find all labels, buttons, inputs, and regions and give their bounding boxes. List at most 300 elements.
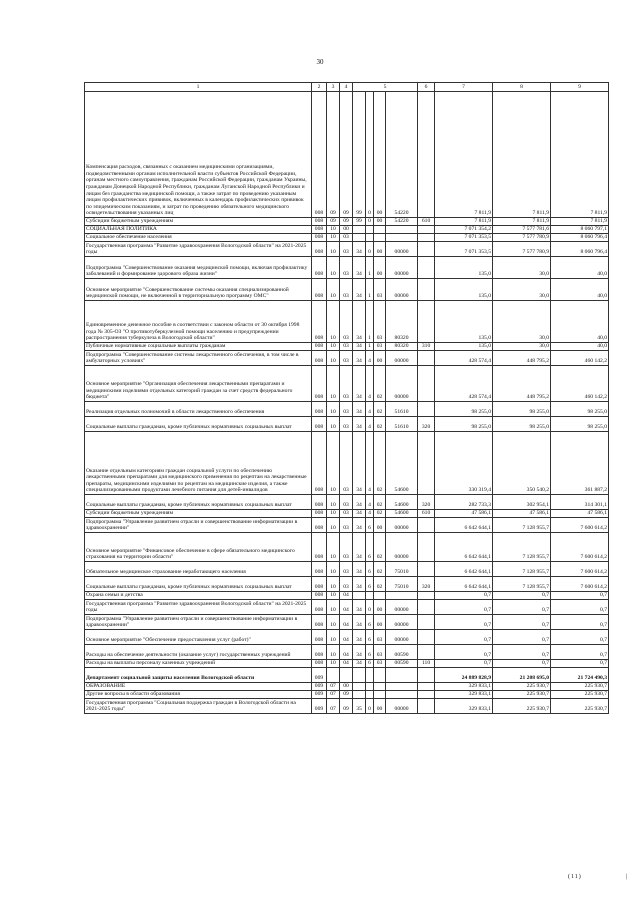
row-cs-subprogram: 6 [366,630,374,645]
row-amount-2: 225 930,7 [493,699,551,714]
row-amount-1: 7 071 354,2 [435,226,493,234]
row-amount-2: 30,0 [493,279,551,301]
row-cs-subprogram [366,234,374,242]
row-grbs: 008 [312,343,327,351]
row-cs-event [374,226,386,234]
row-amount-3: 47 586,1 [551,510,609,518]
row-name: Реализация отдельных полномочий в области лекарственного обеспечения [85,402,312,417]
row-amount-3: 225 930,7 [551,683,609,691]
row-cs-direction [386,592,418,600]
row-cs-program: 34 [353,645,366,660]
row-vr [418,402,435,417]
table-row [85,301,609,343]
row-pr: 03 [340,402,353,417]
table-row [85,510,609,518]
row-name: Основное мероприятие "Финансовое обеспечение в сфере обязательного медицинского страхования на территории области" [85,533,312,562]
row-amount-3: 7 600 614,2 [551,533,609,562]
row-cs-program: 34 [353,495,366,510]
row-rz: 10 [327,495,340,510]
row-amount-1: 0,7 [435,592,493,600]
row-grbs: 008 [312,242,327,257]
row-cs-event: 00 [374,257,386,279]
row-amount-1: 135,0 [435,301,493,343]
row-cs-subprogram: 4 [366,510,374,518]
row-pr: 09 [340,218,353,226]
row-amount-2: 7 577 780,9 [493,234,551,242]
row-grbs: 008 [312,234,327,242]
row-cs-subprogram [366,592,374,600]
row-amount-2: 7 577 781,6 [493,226,551,234]
header-col-8: 8 [493,83,551,92]
row-rz: 10 [327,577,340,592]
table-row [85,699,609,714]
row-cs-direction: 00000 [386,533,418,562]
row-name: Субсидии бюджетным учреждениям [85,218,312,226]
row-cs-program: 34 [353,417,366,432]
row-cs-subprogram: 6 [366,615,374,630]
row-cs-direction: 51610 [386,402,418,417]
row-rz: 10 [327,234,340,242]
row-cs-subprogram: 6 [366,577,374,592]
row-pr: 03 [340,366,353,402]
table-row [85,691,609,699]
row-cs-direction: 54220 [386,92,418,218]
row-cs-event [374,592,386,600]
row-rz: 10 [327,432,340,495]
table-row [85,615,609,630]
row-cs-direction: 80320 [386,301,418,343]
row-rz: 10 [327,402,340,417]
row-name: Другие вопросы в области образования [85,691,312,699]
row-grbs: 008 [312,218,327,226]
row-name: Государственная программа "Развитие здравоохранения Вологодской области" на 2021-2025 годы [85,242,312,257]
table-row [85,630,609,645]
row-rz: 09 [327,92,340,218]
row-cs-subprogram: 0 [366,600,374,615]
row-amount-2: 7 128 955,7 [493,562,551,577]
row-name: Подпрограмма "Управление развитием отрасли и совершенствование информатизации в здравоохранении" [85,615,312,630]
row-amount-3: 8 060 797,1 [551,226,609,234]
row-cs-direction [386,683,418,691]
row-cs-event: 00 [374,92,386,218]
row-cs-subprogram: 1 [366,257,374,279]
row-grbs: 008 [312,301,327,343]
row-amount-2: 448 795,2 [493,366,551,402]
row-amount-3: 460 142,2 [551,366,609,402]
row-rz: 10 [327,343,340,351]
row-amount-2: 350 540,2 [493,432,551,495]
row-rz: 09 [327,218,340,226]
row-amount-2: 0,7 [493,615,551,630]
row-amount-2: 0,7 [493,592,551,600]
row-amount-3: 7 600 614,2 [551,562,609,577]
row-vr: 320 [418,577,435,592]
row-vr [418,668,435,683]
row-pr: 09 [340,691,353,699]
row-amount-2: 7 128 955,7 [493,518,551,533]
row-name: Единовременное денежное пособие в соответствии с законом области от 30 октября 1998 года № 305-ОЗ "О противотуберкулезной помощи населению и предупреждении распространения туберкулеза в Вологодской области" [85,301,312,343]
row-pr: 09 [340,92,353,218]
row-cs-direction: 54600 [386,495,418,510]
row-cs-direction: 00000 [386,351,418,366]
row-cs-program: 34 [353,577,366,592]
row-vr [418,592,435,600]
row-vr: 610 [418,218,435,226]
row-grbs: 009 [312,699,327,714]
row-amount-1: 329 833,1 [435,691,493,699]
row-grbs: 008 [312,366,327,402]
row-cs-event: 03 [374,343,386,351]
row-amount-1: 428 574,4 [435,366,493,402]
row-cs-subprogram: 4 [366,417,374,432]
row-cs-subprogram: 4 [366,366,374,402]
row-cs-program: 34 [353,366,366,402]
row-vr [418,615,435,630]
row-grbs: 008 [312,432,327,495]
row-cs-program [353,691,366,699]
row-vr [418,645,435,660]
row-cs-program: 34 [353,301,366,343]
row-amount-1: 7 811,9 [435,92,493,218]
row-name: Подпрограмма "Управление развитием отрасли и совершенствование информатизации в здравоохранении" [85,518,312,533]
row-amount-1: 24 889 828,9 [435,668,493,683]
header-col-5: 5 [353,83,418,92]
row-rz: 10 [327,630,340,645]
row-amount-1: 98 255,0 [435,402,493,417]
row-cs-program: 34 [353,257,366,279]
row-name: Охрана семьи и детства [85,592,312,600]
row-cs-direction: 00000 [386,615,418,630]
row-amount-1: 6 642 644,1 [435,562,493,577]
row-cs-direction: 00000 [386,630,418,645]
row-grbs: 008 [312,533,327,562]
row-cs-subprogram: 4 [366,402,374,417]
row-amount-1: 0,7 [435,660,493,668]
row-amount-1: 0,7 [435,615,493,630]
row-rz: 10 [327,600,340,615]
row-amount-1: 0,7 [435,645,493,660]
row-cs-program [353,668,366,683]
row-amount-2: 0,7 [493,660,551,668]
row-amount-1: 7 811,9 [435,218,493,226]
row-name: Обязательное медицинское страхование неработающего населения [85,562,312,577]
row-amount-2: 98 255,0 [493,417,551,432]
row-name: Социальное обеспечение населения [85,234,312,242]
row-amount-3: 460 142,2 [551,351,609,366]
row-cs-direction: 54600 [386,432,418,495]
row-amount-3: 7 600 614,2 [551,577,609,592]
row-pr: 03 [340,351,353,366]
row-cs-program: 34 [353,351,366,366]
row-grbs: 008 [312,660,327,668]
row-cs-subprogram: 4 [366,495,374,510]
header-col-3: 3 [327,83,340,92]
row-pr: 03 [340,242,353,257]
row-cs-event: 00 [374,518,386,533]
row-name: Компенсация расходов, связанных с оказанием медицинскими организациями, подведомственными органам исполнительной власти субъектов Российской Федерации, органам местного самоуправления, гражданам Российской Федерации, гражданам Украины, гражданам Донецкой Народной Республики, гражданам Луганской Народной Республики и лицам без гражданства медицинской помощи, а также затрат по проведению указанным лицам профилактических прививок, включенных в календарь профилактических прививок по эпидемическим показаниям, и затрат по проведению обязательного медицинского освидетельствования указанных лиц [85,92,312,218]
row-pr: 03 [340,518,353,533]
row-amount-2: 30,0 [493,343,551,351]
row-name: Основное мероприятие "Организация обеспечения лекарственными препаратами и медицинскими изделиями отдельных категорий граждан за счет средств федерального бюджета" [85,366,312,402]
row-amount-1: 135,0 [435,257,493,279]
row-cs-program: 34 [353,242,366,257]
row-vr [418,92,435,218]
row-cs-subprogram: 6 [366,533,374,562]
row-vr: 110 [418,660,435,668]
row-amount-2: 0,7 [493,630,551,645]
row-cs-event: 02 [374,510,386,518]
row-cs-event [374,234,386,242]
row-rz: 10 [327,257,340,279]
table-row [85,242,609,257]
row-amount-2: 225 930,7 [493,691,551,699]
row-amount-3: 0,7 [551,600,609,615]
header-row [85,83,609,92]
row-grbs: 008 [312,592,327,600]
table-row [85,417,609,432]
row-name: Государственная программа "Развитие здравоохранения Вологодской области" на 2021-2025 годы [85,600,312,615]
row-rz [327,668,340,683]
row-vr [418,699,435,714]
row-name: Расходы на выплаты персоналу казенных учреждений [85,660,312,668]
row-amount-2: 7 128 955,7 [493,577,551,592]
row-name: Оказание отдельным категориям граждан социальной услуги по обеспечению лекарственными препаратами для медицинского применения по рецептам на лекарственные препараты, медицинскими изделиями по рецептам на медицинские изделия, а также специализированными продуктами лечебного питания для детей-инвалидов [85,432,312,495]
row-rz: 10 [327,592,340,600]
row-amount-2: 7 811,9 [493,92,551,218]
row-cs-program: 34 [353,432,366,495]
row-name: Расходы на обеспечение деятельности (оказание услуг) государственных учреждений [85,645,312,660]
row-rz: 10 [327,533,340,562]
footer-mark: (11) [568,874,582,880]
row-name: Социальные выплаты гражданам, кроме публичных нормативных социальных выплат [85,495,312,510]
row-vr [418,351,435,366]
row-cs-program: 34 [353,343,366,351]
row-cs-direction: 00000 [386,279,418,301]
table-row [85,234,609,242]
row-vr [418,518,435,533]
row-cs-event: 00 [374,699,386,714]
row-cs-event: 02 [374,402,386,417]
row-amount-2: 0,7 [493,600,551,615]
row-pr: 04 [340,660,353,668]
row-cs-subprogram: 0 [366,699,374,714]
row-amount-3: 225 930,7 [551,691,609,699]
row-pr: 04 [340,615,353,630]
row-name: СОЦИАЛЬНАЯ ПОЛИТИКА [85,226,312,234]
row-grbs: 008 [312,351,327,366]
row-vr: 320 [418,495,435,510]
row-pr: 04 [340,600,353,615]
row-cs-direction [386,668,418,683]
row-cs-program [353,226,366,234]
row-cs-direction [386,691,418,699]
row-cs-subprogram: 0 [366,218,374,226]
row-pr: 03 [340,257,353,279]
row-vr: 320 [418,417,435,432]
table-row [85,592,609,600]
row-cs-event: 02 [374,495,386,510]
row-pr: 03 [340,562,353,577]
row-amount-1: 7 071 353,5 [435,234,493,242]
table-row [85,366,609,402]
row-cs-event: 03 [374,301,386,343]
row-pr: 00 [340,226,353,234]
row-amount-1: 6 642 644,1 [435,577,493,592]
row-cs-program: 99 [353,92,366,218]
row-rz: 07 [327,699,340,714]
table-row [85,495,609,510]
row-amount-3: 0,7 [551,630,609,645]
row-name: Субсидии бюджетным учреждениям [85,510,312,518]
row-vr [418,301,435,343]
row-cs-program: 34 [353,600,366,615]
row-cs-event [374,668,386,683]
table-row [85,518,609,533]
footer-mark-right: | [626,874,628,880]
row-grbs: 008 [312,645,327,660]
row-amount-3: 225 930,7 [551,699,609,714]
row-vr [418,242,435,257]
row-vr [418,533,435,562]
row-amount-3: 0,7 [551,615,609,630]
row-vr [418,683,435,691]
row-amount-2: 7 811,9 [493,218,551,226]
row-grbs: 008 [312,562,327,577]
row-amount-3: 40,0 [551,301,609,343]
row-pr: 03 [340,533,353,562]
row-vr [418,630,435,645]
row-pr: 03 [340,279,353,301]
row-pr: 00 [340,683,353,691]
row-grbs: 008 [312,257,327,279]
table-row [85,402,609,417]
row-rz: 10 [327,615,340,630]
row-amount-1: 6 642 644,1 [435,533,493,562]
row-amount-2: 98 255,0 [493,402,551,417]
row-pr: 03 [340,495,353,510]
row-cs-event: 02 [374,366,386,402]
row-name: Государственная программа "Социальная поддержка граждан в Вологодской области на 2021-2025 годы" [85,699,312,714]
row-pr: 03 [340,417,353,432]
row-amount-1: 0,7 [435,630,493,645]
row-cs-subprogram: 1 [366,279,374,301]
table-row [85,279,609,301]
row-vr: 310 [418,343,435,351]
table-row [85,683,609,691]
row-cs-event: 03 [374,660,386,668]
row-rz: 07 [327,691,340,699]
row-cs-program: 34 [353,402,366,417]
row-cs-event: 00 [374,218,386,226]
row-cs-subprogram: 6 [366,518,374,533]
row-rz: 10 [327,645,340,660]
row-grbs: 008 [312,630,327,645]
row-pr: 03 [340,343,353,351]
row-name: Департамент социальной защиты населения Вологодской области [85,668,312,683]
row-rz: 07 [327,683,340,691]
header-col-4: 4 [340,83,353,92]
row-amount-3: 21 724 490,3 [551,668,609,683]
row-cs-subprogram [366,691,374,699]
row-cs-event: 00 [374,600,386,615]
row-vr [418,562,435,577]
row-pr: 04 [340,630,353,645]
row-cs-event [374,683,386,691]
row-grbs: 008 [312,600,327,615]
row-name: Публичные нормативные социальные выплаты гражданам [85,343,312,351]
row-amount-3: 8 060 796,4 [551,234,609,242]
row-cs-direction: 00000 [386,242,418,257]
row-amount-3: 314 301,1 [551,495,609,510]
row-amount-1: 329 833,1 [435,683,493,691]
table-row [85,660,609,668]
row-cs-direction [386,226,418,234]
row-cs-direction: 00000 [386,257,418,279]
header-col-6: 6 [418,83,435,92]
row-cs-subprogram: 1 [366,301,374,343]
row-vr [418,279,435,301]
row-cs-event: 02 [374,432,386,495]
row-cs-subprogram: 0 [366,92,374,218]
row-cs-event: 00 [374,351,386,366]
row-cs-event: 02 [374,562,386,577]
row-rz: 10 [327,417,340,432]
row-rz: 10 [327,562,340,577]
row-pr: 03 [340,432,353,495]
row-cs-program [353,234,366,242]
row-grbs: 009 [312,668,327,683]
row-vr: 610 [418,510,435,518]
row-amount-2: 448 795,2 [493,351,551,366]
budget-table [84,82,609,714]
row-amount-3: 7 600 614,2 [551,518,609,533]
row-vr [418,432,435,495]
row-amount-3: 7 811,9 [551,218,609,226]
row-pr: 03 [340,301,353,343]
row-cs-event: 02 [374,417,386,432]
row-grbs: 008 [312,510,327,518]
row-pr [340,668,353,683]
row-grbs: 008 [312,417,327,432]
row-cs-program: 34 [353,660,366,668]
row-cs-program: 99 [353,218,366,226]
header-col-9: 9 [551,83,609,92]
row-grbs: 009 [312,691,327,699]
row-cs-program: 34 [353,615,366,630]
row-cs-direction: 00590 [386,660,418,668]
row-cs-program: 34 [353,510,366,518]
row-cs-direction: 00000 [386,518,418,533]
row-vr [418,600,435,615]
table-row [85,432,609,495]
row-cs-program [353,592,366,600]
table-row [85,218,609,226]
row-amount-3: 0,7 [551,592,609,600]
row-amount-3: 98 255,0 [551,417,609,432]
row-grbs: 008 [312,495,327,510]
row-amount-1: 428 574,4 [435,351,493,366]
row-cs-event: 03 [374,279,386,301]
row-grbs: 008 [312,92,327,218]
table-row [85,668,609,683]
table-row [85,562,609,577]
row-name: Основное мероприятие "Обеспечение предоставления услуг (работ)" [85,630,312,645]
row-rz: 10 [327,279,340,301]
row-cs-event: 00 [374,615,386,630]
row-cs-subprogram: 6 [366,562,374,577]
row-cs-direction: 51610 [386,417,418,432]
row-amount-3: 0,7 [551,645,609,660]
